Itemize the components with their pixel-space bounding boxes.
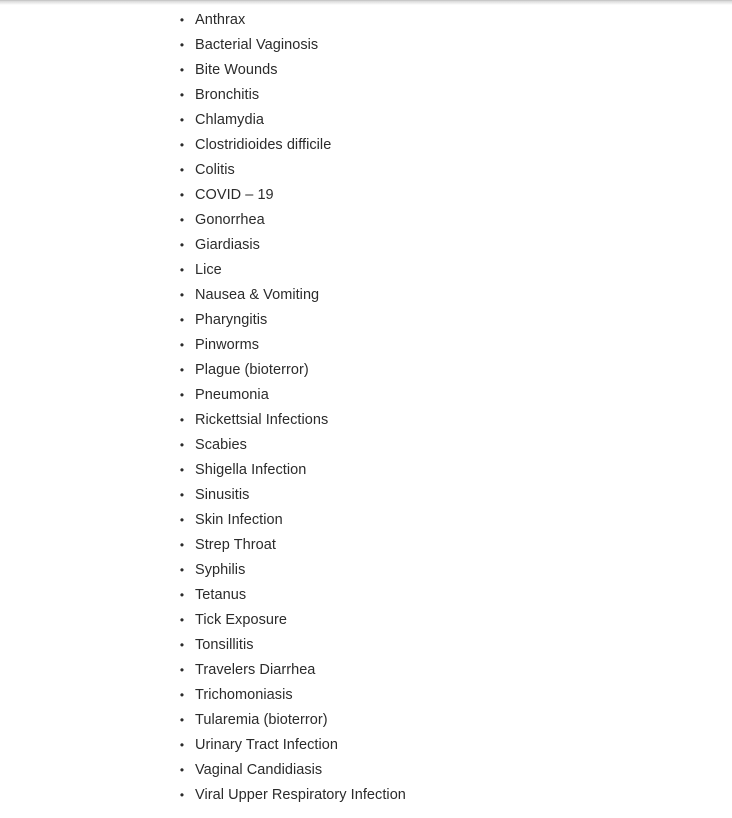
list-item-label: Tularemia (bioterror) (195, 712, 328, 728)
list-item (0, 83, 732, 108)
bullet-icon: • (179, 113, 185, 127)
list-item (0, 358, 732, 383)
bullet-icon: • (179, 63, 185, 77)
list-item-label: Skin Infection (195, 512, 283, 528)
bullet-icon: • (179, 763, 185, 777)
list-item-label: Tetanus (195, 587, 247, 603)
bullet-icon: • (179, 688, 185, 702)
list-item (0, 583, 732, 608)
list-item-label: Pinworms (195, 337, 260, 353)
list-item (0, 408, 732, 433)
bullet-icon: • (179, 388, 185, 402)
list-item (0, 483, 732, 508)
list-item-label: Giardiasis (195, 237, 260, 253)
list-item-label: COVID – 19 (195, 187, 274, 203)
bullet-icon: • (179, 463, 185, 477)
bullet-icon: • (179, 488, 185, 502)
list-item-label: Clostridioides difficile (195, 137, 332, 153)
list-item (0, 208, 732, 233)
list-item (0, 58, 732, 83)
list-item (0, 733, 732, 758)
bullet-icon: • (179, 138, 185, 152)
list-item-label: Strep Throat (195, 537, 276, 553)
bullet-icon: • (179, 713, 185, 727)
list-item-label: Pneumonia (195, 387, 269, 403)
bullet-icon: • (179, 288, 185, 302)
bullet-icon: • (179, 513, 185, 527)
bullet-icon: • (179, 438, 185, 452)
list-item (0, 433, 732, 458)
list-item (0, 683, 732, 708)
list-item-label: Bronchitis (195, 87, 260, 103)
list-item (0, 333, 732, 358)
condition-list (0, 8, 732, 808)
list-item (0, 383, 732, 408)
list-item-label: Shigella Infection (195, 462, 307, 478)
list-item-label: Trichomoniasis (195, 687, 293, 703)
list-item-label: Anthrax (195, 12, 246, 28)
list-item-label: Colitis (195, 162, 235, 178)
list-item-label: Bite Wounds (195, 62, 278, 78)
list-item-label: Plague (bioterror) (195, 362, 309, 378)
list-item-label: Chlamydia (195, 112, 264, 128)
bullet-icon: • (179, 88, 185, 102)
bullet-icon: • (179, 638, 185, 652)
list-item (0, 8, 732, 33)
list-item (0, 33, 732, 58)
bullet-icon: • (179, 163, 185, 177)
list-item (0, 183, 732, 208)
list-item (0, 233, 732, 258)
bullet-icon: • (179, 563, 185, 577)
list-item-label: Bacterial Vaginosis (195, 37, 319, 53)
list-item-label: Travelers Diarrhea (195, 662, 316, 678)
bullet-icon: • (179, 263, 185, 277)
bullet-icon: • (179, 613, 185, 627)
list-item-label: Urinary Tract Infection (195, 737, 338, 753)
bullet-icon: • (179, 413, 185, 427)
bullet-icon: • (179, 363, 185, 377)
list-item-label: Rickettsial Infections (195, 412, 329, 428)
list-item-label: Syphilis (195, 562, 246, 578)
list-item (0, 533, 732, 558)
bullet-icon: • (179, 663, 185, 677)
list-item (0, 108, 732, 133)
list-item (0, 458, 732, 483)
list-item (0, 708, 732, 733)
bullet-icon: • (179, 13, 185, 27)
top-edge-shadow (0, 0, 732, 5)
list-item (0, 558, 732, 583)
list-item-label: Vaginal Candidiasis (195, 762, 323, 778)
bullet-icon: • (179, 238, 185, 252)
list-item (0, 633, 732, 658)
list-item (0, 283, 732, 308)
bullet-icon: • (179, 338, 185, 352)
bullet-icon: • (179, 313, 185, 327)
list-item-label: Tick Exposure (195, 612, 287, 628)
list-item (0, 158, 732, 183)
list-item (0, 608, 732, 633)
list-item-label: Gonorrhea (195, 212, 265, 228)
list-item-label: Tonsillitis (195, 637, 254, 653)
bullet-icon: • (179, 213, 185, 227)
bullet-icon: • (179, 188, 185, 202)
list-item (0, 508, 732, 533)
bullet-icon: • (179, 738, 185, 752)
bullet-icon: • (179, 538, 185, 552)
list-item-label: Lice (195, 262, 222, 278)
list-item (0, 783, 732, 808)
list-item (0, 258, 732, 283)
list-item-label: Nausea & Vomiting (195, 287, 320, 303)
list-item (0, 133, 732, 158)
list-item (0, 308, 732, 333)
bullet-icon: • (179, 588, 185, 602)
list-item-label: Viral Upper Respiratory Infection (195, 787, 406, 803)
list-item-label: Scabies (195, 437, 247, 453)
bullet-icon: • (179, 788, 185, 802)
list-item-label: Sinusitis (195, 487, 250, 503)
list-item-label: Pharyngitis (195, 312, 268, 328)
bullet-icon: • (179, 38, 185, 52)
list-item (0, 758, 732, 783)
list-item (0, 658, 732, 683)
